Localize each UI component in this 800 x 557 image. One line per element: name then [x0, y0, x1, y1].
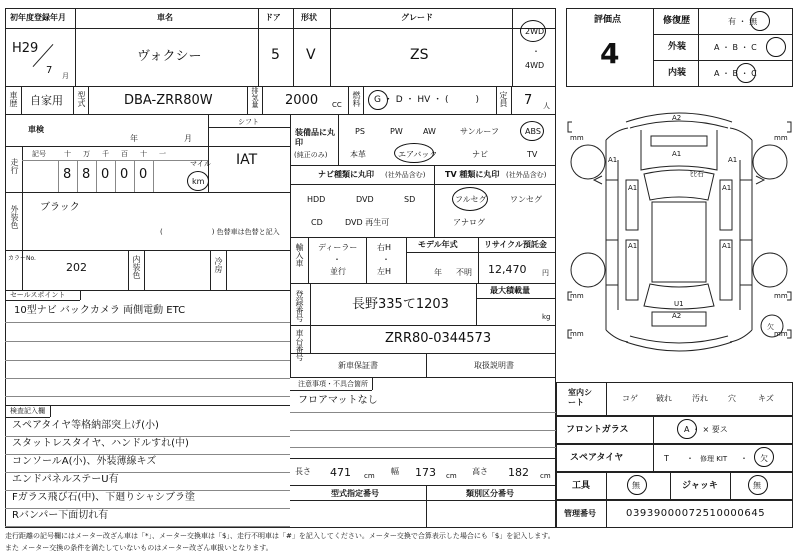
- inspector-line: スタットレスタイヤ、ハンドルすれ(中): [12, 438, 189, 449]
- car-name-label: 車名: [157, 13, 173, 22]
- max-load-label: 最大積載量: [490, 286, 530, 295]
- mileage-note: 記号: [32, 150, 46, 158]
- cc-unit: CC: [332, 101, 342, 109]
- width: 173: [415, 466, 436, 479]
- inspector-rule: [5, 472, 290, 473]
- mileage-cell-divider: [115, 160, 116, 192]
- tv-item: フルセグ: [455, 195, 487, 204]
- inspector-line: Fガラス飛び石(中)、下廻りシャシブラ塗: [12, 492, 196, 503]
- fuel-options: G ・ D ・ HV ・ ( ): [374, 95, 480, 105]
- repair-label: 修復歴: [663, 16, 691, 26]
- diagram-mark-a2-rear: A2: [672, 312, 682, 320]
- sales-point-text: 10型ナビ バックカメラ 両側電動 ETC: [14, 305, 186, 316]
- height-unit: cm: [540, 472, 551, 480]
- mileage-unit-label: 千: [102, 150, 109, 158]
- manual-label: 取扱説明書: [474, 361, 514, 370]
- footer-line-1: 走行距離の記号欄にはメーター改ざん車は「*」、メーター交換車は「$」、走行不明車は「#」を記入してください。メーター交換で合算表示した場合にも「$」を記入します。: [5, 532, 555, 540]
- abs-circle: [520, 121, 544, 141]
- model-year-unit: 年: [434, 268, 442, 277]
- length-unit: cm: [364, 472, 375, 480]
- mileage-cell-divider: [58, 160, 59, 192]
- mileage-cell-divider: [77, 160, 78, 192]
- mileage-unit-label: 百: [121, 150, 128, 158]
- recycle-value: 12,470: [488, 263, 527, 276]
- diagram-mark-a2-front: A2: [672, 114, 682, 122]
- equipment-label: 装備品に丸印: [295, 128, 335, 147]
- diagram-mark-a1-left-door: A1: [628, 184, 638, 192]
- model-year-label: モデル年式: [418, 240, 458, 249]
- mileage-digit: 8: [63, 167, 72, 182]
- width-unit: cm: [446, 472, 457, 480]
- navi-item: HDD: [307, 195, 326, 204]
- reg-year-label: 初年度登録年月: [10, 13, 66, 22]
- spare-missing-circle: [754, 447, 774, 467]
- length: 471: [330, 466, 351, 479]
- score-label: 評価点: [594, 15, 622, 25]
- seat-label: 室内シート: [568, 388, 592, 407]
- fullseg-circle: [452, 187, 488, 211]
- color-note: ( ) 色替車は色替と記入: [160, 228, 280, 236]
- inspector-line: エンドパネルステーU有: [12, 474, 119, 485]
- diagram-mark-missing: 欠: [767, 323, 774, 331]
- diagram-mark-a1-right-rear: A1: [722, 242, 732, 250]
- mileage-cell-divider: [96, 160, 97, 192]
- registration-label: 登録番号: [295, 290, 304, 322]
- repair-options: 有 ・ 無: [728, 17, 758, 26]
- airbag-circle: [394, 143, 434, 163]
- shift-label: シフト: [238, 118, 259, 126]
- navi-sub: (社外品含む): [385, 171, 426, 179]
- color-no-label: カラーNo.: [8, 255, 36, 262]
- seat-item: 汚れ: [692, 394, 708, 403]
- car-name: ヴォクシー: [137, 49, 202, 64]
- capacity-label: 定員: [499, 91, 508, 107]
- usage-label: 車歴: [9, 91, 18, 107]
- inspector-rule: [5, 436, 290, 437]
- grade: ZS: [410, 47, 429, 63]
- spare-dot-2: ・: [740, 454, 748, 463]
- height: 182: [508, 466, 529, 479]
- inspector-line: コンソールA(小)、外装薄線キズ: [12, 456, 157, 467]
- width-label: 幅: [391, 467, 399, 476]
- navi-item: SD: [404, 195, 416, 204]
- shaken-month-unit: 月: [184, 134, 192, 143]
- import-right-h: 右H: [377, 243, 392, 252]
- front-glass-label: フロントガラス: [566, 425, 629, 435]
- exterior-c-circle: [766, 37, 786, 57]
- footer-line-2: また メーター交換の条件を満たしていないものはメーター改ざん車扱いとなります。: [5, 544, 273, 552]
- mileage-header-line: [22, 160, 208, 161]
- tv-sub: (社外品含む): [506, 171, 547, 179]
- drive-dot: ・: [532, 47, 540, 56]
- mileage-digit: 0: [120, 167, 129, 182]
- max-load-unit: kg: [542, 313, 551, 321]
- color-value: ブラック: [40, 202, 80, 213]
- seat-item: キズ: [758, 394, 774, 403]
- interior-label: 内装: [668, 68, 687, 78]
- capacity-unit: 人: [543, 102, 550, 110]
- tv-item: ワンセグ: [510, 195, 542, 204]
- equipment-item: PW: [390, 127, 403, 136]
- chassis-label: 車台番号: [295, 329, 304, 361]
- seat-item: 破れ: [656, 394, 672, 403]
- front-glass-a-circle: [677, 419, 697, 439]
- tools-none-circle: [627, 475, 647, 495]
- height-label: 高さ: [472, 467, 488, 476]
- score-value: 4: [600, 37, 620, 70]
- navi-item: CD: [311, 218, 323, 227]
- equipment-item: サンルーフ: [460, 127, 499, 136]
- type-designation-label: 型式指定番号: [331, 489, 379, 498]
- notes-text: フロアマットなし: [298, 395, 378, 406]
- mileage-cell-divider: [134, 160, 135, 192]
- equipment-item: 本革: [350, 150, 366, 159]
- mgmt-label: 管理番号: [564, 509, 596, 518]
- door-label: ドア: [265, 13, 281, 22]
- length-label: 長さ: [295, 467, 311, 476]
- tools-value: 無: [632, 481, 640, 490]
- equipment-item: エアバック: [398, 150, 438, 159]
- front-glass-options: A ・ × 要ス: [684, 425, 728, 434]
- category-label: 類別区分番号: [466, 489, 514, 498]
- import-dot-1: ・: [333, 255, 341, 264]
- mileage-label: 走行: [10, 158, 19, 174]
- reg-era-year: H29: [12, 41, 39, 56]
- equipment-item: TV: [527, 150, 538, 159]
- jack-label: ジャッキ: [682, 481, 718, 491]
- capacity: 7: [524, 93, 533, 108]
- mileage-digit: 0: [139, 167, 148, 182]
- equipment-item: ABS: [525, 127, 541, 136]
- color-label: 外装色: [10, 205, 19, 229]
- tv-item: アナログ: [453, 218, 485, 227]
- model-year-unknown: 不明: [456, 268, 472, 277]
- navi-item: DVD: [356, 195, 374, 204]
- diagram-mm-4: mm: [774, 292, 788, 300]
- spare-dot-1: ・: [686, 454, 694, 463]
- reg-month-unit: 月: [62, 72, 69, 80]
- drive-2wd: 2WD: [525, 27, 545, 36]
- navi-item: DVD 再生可: [345, 218, 390, 227]
- drive-4wd: 4WD: [525, 61, 545, 70]
- diagram-mark-a1-hood: A1: [672, 150, 682, 158]
- shape-label: 形状: [301, 13, 317, 22]
- diagram-mark-a1-left-rear: A1: [628, 242, 638, 250]
- shaken-year-unit: 年: [130, 134, 138, 143]
- notes-label: 注意事項・不具合箇所: [298, 380, 368, 388]
- seat-item: コゲ: [622, 394, 638, 403]
- diagram-mark-chip: ﾋﾋ石: [690, 170, 704, 178]
- shaken-label: 車検: [28, 125, 44, 134]
- mileage-unit-label: 万: [83, 150, 90, 158]
- import-left-h: 左H: [377, 267, 392, 276]
- seat-item: 穴: [728, 394, 736, 403]
- km-label: km: [192, 177, 205, 186]
- import-dot-2: ・: [382, 255, 390, 264]
- sales-point-label: セールスポイント: [10, 291, 66, 299]
- mileage-digit: 0: [101, 167, 110, 182]
- jack-none-circle: [748, 475, 768, 495]
- jack-value: 無: [753, 481, 761, 490]
- shape: V: [306, 47, 316, 63]
- inspector-rule: [5, 508, 290, 509]
- inspector-rule: [5, 526, 290, 527]
- tools-label: 工具: [572, 481, 591, 491]
- interior-color-label: 内装色: [132, 255, 141, 279]
- doors: 5: [271, 47, 280, 63]
- registration-value: 長野335て1203: [352, 297, 449, 312]
- usage: 自家用: [30, 94, 63, 107]
- diagram-mm-3: mm: [570, 292, 584, 300]
- diagram-mm-5: mm: [570, 330, 584, 338]
- diagram-mm-2: mm: [774, 134, 788, 142]
- exterior-abc: A ・ B ・ C: [714, 43, 757, 52]
- mileage-unit-label: 一: [159, 150, 166, 158]
- diagram-mark-u1: U1: [674, 300, 684, 308]
- interior-b-circle: [736, 63, 756, 83]
- model: DBA-ZRR80W: [124, 93, 213, 108]
- km-circle: [187, 171, 209, 191]
- spare-t: T: [664, 454, 669, 463]
- spare-missing: 欠: [760, 454, 768, 463]
- import-label: 輸入車: [295, 243, 304, 267]
- inspector-rule: [5, 454, 290, 455]
- ac-label: 冷房: [214, 257, 223, 273]
- equipment-item: AW: [423, 127, 436, 136]
- warranty-label: 新車保証書: [338, 361, 378, 370]
- mileage-digit: 8: [82, 167, 91, 182]
- tv-label: TV 種類に丸印: [445, 170, 500, 179]
- interior-abc: A ・ B ・ C: [714, 69, 757, 78]
- import-dealer: ディーラー: [318, 243, 358, 252]
- displacement: 2000: [285, 93, 319, 108]
- drive-2wd-circle: [520, 20, 546, 42]
- inspector-line: Rバンパー下面切れ有: [12, 510, 109, 521]
- diagram-mm-1: mm: [570, 134, 584, 142]
- fuel-g-circle: [368, 90, 388, 110]
- equipment-item: ナビ: [472, 150, 488, 159]
- mileage-unit-label: 十: [140, 150, 147, 158]
- model-label: 型式: [77, 91, 86, 107]
- import-parallel: 並行: [330, 267, 346, 276]
- recycle-label: リサイクル預託金: [484, 240, 547, 249]
- navi-label: ナビ種類に丸印: [318, 170, 374, 179]
- equipment-item: PS: [355, 127, 365, 136]
- repair-none-circle: [750, 11, 770, 31]
- diagram-mark-a1-left-front: A1: [608, 156, 618, 164]
- recycle-unit: 円: [542, 269, 549, 277]
- chassis: ZRR80-0344573: [385, 331, 492, 346]
- inspector-label: 検査記入欄: [10, 407, 45, 415]
- diagram-mm-6: mm: [774, 330, 788, 338]
- inspector-line: スペアタイヤ等格納部突上げ(小): [12, 420, 159, 431]
- displacement-label: 排気量: [251, 87, 259, 108]
- reg-month: 7: [46, 65, 53, 76]
- car-diagram: [566, 100, 793, 370]
- spare-kit: 修理 KIT: [700, 455, 728, 463]
- mgmt-value: 03939000072510000645: [626, 508, 766, 519]
- diagram-mark-a1-right-front: A1: [728, 156, 738, 164]
- inspector-rule: [5, 490, 290, 491]
- grade-label: グレード: [401, 13, 433, 22]
- equipment-sublabel: (純正のみ): [294, 151, 328, 159]
- fuel-label: 燃料: [352, 91, 361, 107]
- mileage-unit-label: 十: [64, 150, 71, 158]
- diagram-mark-a1-right-door: A1: [722, 184, 732, 192]
- spare-label: スペアタイヤ: [570, 453, 624, 463]
- mile-label: マイル: [190, 160, 211, 168]
- shift: IAT: [236, 152, 258, 168]
- color-no: 202: [66, 261, 87, 274]
- exterior-label: 外装: [668, 42, 687, 52]
- mileage-cell-divider: [153, 160, 154, 192]
